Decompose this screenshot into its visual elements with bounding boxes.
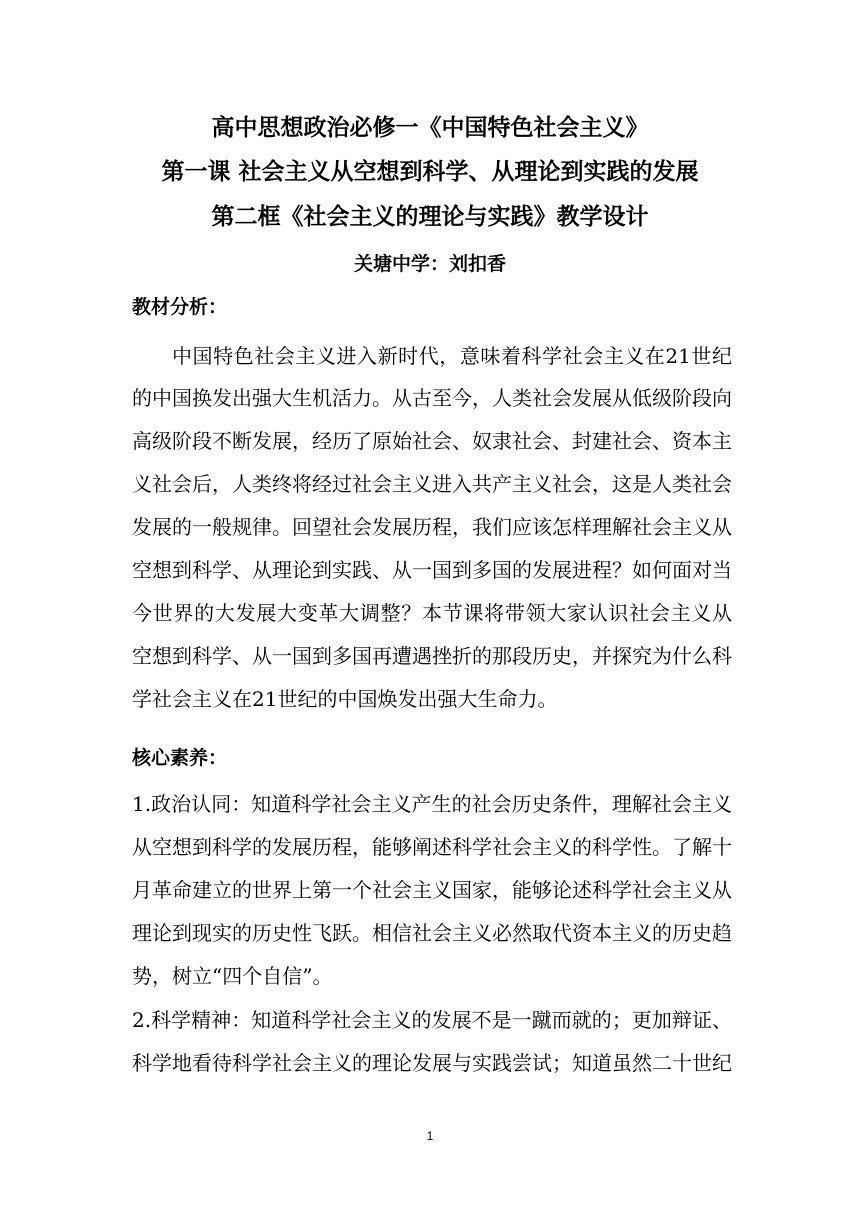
paragraph-line: 从空想到科学的发展历程，能够阐述科学社会主义的科学性。了解十 <box>132 835 732 859</box>
paragraph-line: 2.科学精神：知道科学社会主义的发展不是一蹴而就的；更加辩证、 <box>132 1008 732 1032</box>
paragraph-line: 高级阶段不断发展，经历了原始社会、奴隶社会、封建社会、资本主 <box>132 429 732 453</box>
section-heading-textbook-analysis: 教材分析： <box>132 296 228 318</box>
paragraph-line: 的中国换发出强大生机活力。从古至今，人类社会发展从低级阶段向 <box>132 386 732 410</box>
document-author: 关塘中学：刘扣香 <box>353 253 506 275</box>
paragraph-line: 发展的一般规律。回望社会发展历程，我们应该怎样理解社会主义从 <box>132 515 732 539</box>
paragraph-line: 今世界的大发展大变革大调整？本节课将带领大家认识社会主义从 <box>132 601 732 625</box>
document-title-lesson: 第一课 社会主义从空想到科学、从理论到实践的发展 <box>161 159 699 185</box>
paragraph-line: 理论到现实的历史性飞跃。相信社会主义必然取代资本主义的历史趋 <box>132 921 732 945</box>
paragraph-line: 科学地看待科学社会主义的理论发展与实践尝试；知道虽然二十世纪 <box>132 1051 732 1075</box>
paragraph-line: 中国特色社会主义进入新时代，意味着科学社会主义在21世纪 <box>172 344 732 368</box>
page-number: 1 <box>426 1129 434 1143</box>
paragraph-line: 1.政治认同：知道科学社会主义产生的社会历史条件，理解社会主义 <box>132 792 732 816</box>
section-heading-core-literacy: 核心素养： <box>132 747 228 769</box>
paragraph-line: 势，树立“四个自信”。 <box>132 964 333 988</box>
document-title-section: 第二框《社会主义的理论与实践》教学设计 <box>211 204 649 230</box>
paragraph-line: 月革命建立的世界上第一个社会主义国家，能够论述科学社会主义从 <box>132 878 732 902</box>
paragraph-line: 空想到科学、从理论到实践、从一国到多国的发展进程？如何面对当 <box>132 558 732 582</box>
paragraph-line: 空想到科学、从一国到多国再遭遇挫折的那段历史，并探究为什么科 <box>132 644 732 668</box>
document-title-course: 高中思想政治必修一《中国特色社会主义》 <box>211 115 649 141</box>
paragraph-line: 义社会后，人类终将经过社会主义进入共产主义社会，这是人类社会 <box>132 472 732 496</box>
paragraph-line: 学社会主义在21世纪的中国焕发出强大生命力。 <box>132 687 558 711</box>
